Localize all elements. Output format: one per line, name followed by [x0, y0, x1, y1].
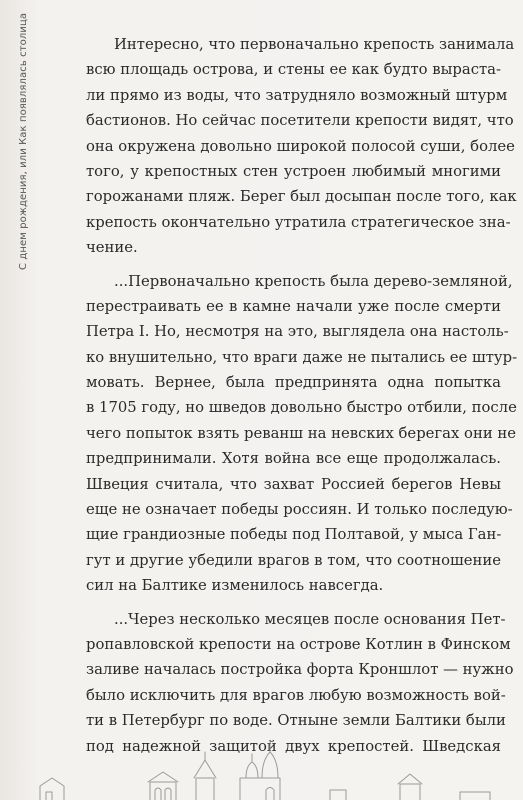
text-line: ...Через несколько месяцев после основания Пет- [114, 610, 506, 628]
text-line: того, у крепостных стен устроен любимый многими [86, 162, 501, 180]
text-line: в 1705 году, но шведов довольно быстро отбили, после [86, 399, 517, 417]
paragraph-2 [86, 269, 518, 599]
text-line: мовать. Вернее, была предпринята одна попытка [86, 374, 501, 392]
text-line: ропавловской крепости на острове Котлин в Финском [86, 635, 511, 653]
text-line: Швеция считала, что захват Россией берегов Невы [86, 475, 501, 493]
text-line: горожанами пляж. Берег был досыпан после того, как [86, 188, 517, 206]
text-line: Интересно, что первоначально крепость занимала [114, 36, 515, 53]
text-line: ли прямо из воды, что затрудняло возможный штурм [86, 86, 508, 104]
text-line: крепость окончательно утратила стратегическое зна- [86, 213, 511, 231]
text-line: под надежной защитой двух крепостей. Шведская [86, 737, 501, 755]
paragraph-3 [86, 607, 514, 759]
text-line: предпринимали. Хотя война все еще продолжалась. [86, 450, 501, 468]
running-head: С днем рождения, или Как появлялась столица [18, 12, 29, 270]
text-line: чение. [86, 239, 138, 257]
text-line: перестраивать ее в камне начали уже после смерти [86, 297, 501, 315]
text-line: чего попыток взять реванш на невских берегах они не [86, 424, 516, 442]
text-line: было исключить для врагов любую возможность вой- [86, 686, 506, 704]
text-line: Петра I. Но, несмотря на это, выглядела она настоль- [86, 323, 509, 341]
text-line: она окружена довольно широкой полосой суши, более [86, 137, 515, 155]
text-line: всю площадь острова, и стены ее как будто выраста- [86, 61, 501, 79]
text-line: сил на Балтике изменилось навсегда. [86, 577, 384, 595]
city-skyline-illustration [0, 738, 523, 800]
text-line: щие грандиозные победы под Полтавой, у мыса Ган- [86, 526, 502, 544]
text-line: еще не означает победы россиян. И только последую- [86, 501, 513, 519]
paragraph-1 [86, 32, 517, 261]
text-line: заливе началась постройка форта Кроншлот — нужно [86, 661, 514, 679]
text-line: ти в Петербург по воде. Отныне земли Балтики были [86, 712, 506, 730]
text-line: ко внушительно, что враги даже не пытались ее штур- [86, 348, 518, 366]
text-line: бастионов. Но сейчас посетители крепости видят, что [86, 112, 514, 130]
text-line: ...Первоначально крепость была дерево-земляной, [114, 272, 513, 290]
text-line: гут и другие убедили врагов в том, что соотношение [86, 551, 501, 569]
text-body [86, 32, 518, 767]
